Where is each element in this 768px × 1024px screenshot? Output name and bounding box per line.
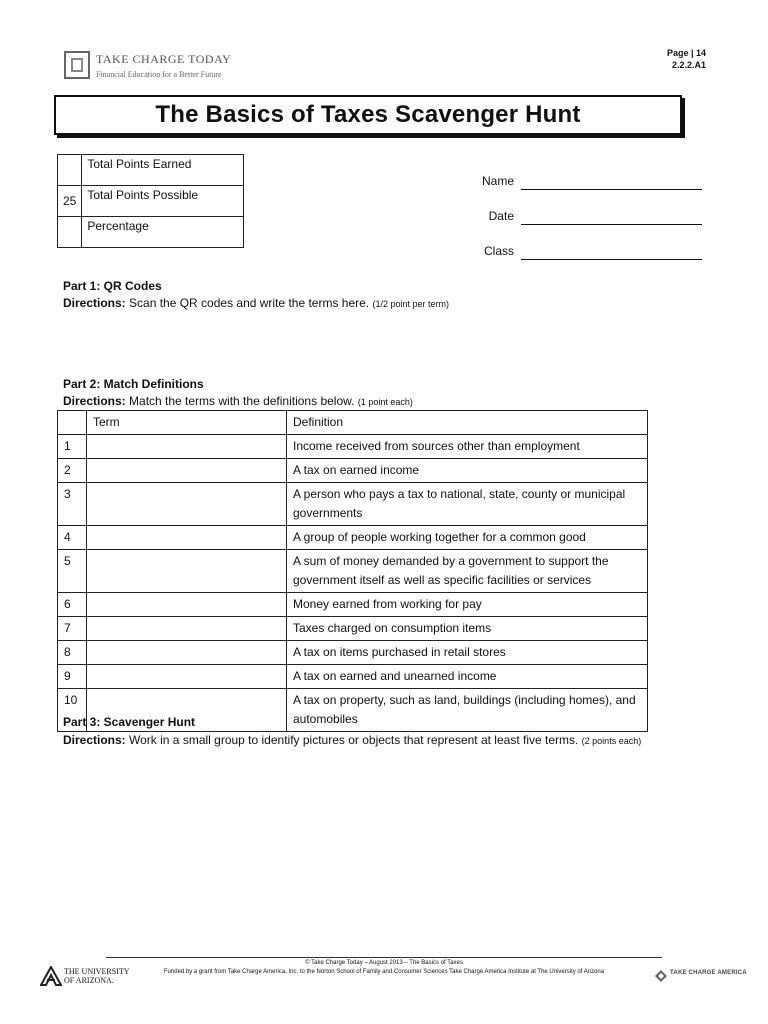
number-header — [58, 411, 87, 435]
row-number: 2 — [58, 459, 87, 483]
row-number: 7 — [58, 617, 87, 641]
term-answer-cell[interactable] — [87, 641, 287, 665]
ua-line2: OF ARIZONA. — [64, 976, 114, 985]
points-row-earned — [58, 155, 244, 186]
directions-note: (1 point each) — [357, 397, 413, 407]
class-label: Class — [483, 244, 514, 258]
part3-heading: Part 3: Scavenger Hunt — [63, 715, 196, 729]
directions-note: (2 points each) — [581, 736, 642, 746]
date-field[interactable] — [521, 224, 702, 225]
logo-tagline: Financial Education for a Better Future — [96, 70, 222, 79]
table-row — [58, 526, 648, 550]
logo-title: TAKE CHARGE TODAY — [96, 52, 232, 66]
take-charge-america-logo-icon — [654, 969, 668, 983]
definition-cell: Income received from sources other than employment — [287, 435, 648, 459]
row-number: 1 — [58, 435, 87, 459]
points-row-possible — [58, 186, 244, 217]
class-field[interactable] — [521, 259, 702, 260]
points-table — [57, 154, 244, 248]
table-row — [58, 483, 648, 526]
table-row — [58, 550, 648, 593]
row-number: 3 — [58, 483, 87, 526]
points-row-percentage — [58, 217, 244, 248]
term-header: Term — [87, 411, 287, 435]
directions-text: Scan the QR codes and write the terms here. — [125, 296, 373, 310]
table-row — [58, 665, 648, 689]
term-answer-cell[interactable] — [87, 593, 287, 617]
directions-note: (1/2 point per term) — [372, 299, 450, 309]
take-charge-america-wordmark: TAKE CHARGE AMERICA — [670, 970, 747, 976]
take-charge-today-logo-icon — [64, 51, 90, 79]
directions-text: Match the terms with the definitions below. — [125, 394, 358, 408]
row-number: 9 — [58, 665, 87, 689]
university-of-arizona-logo-icon — [40, 966, 62, 986]
footer-copyright: © Take Charge Today – August 2013 – The Basics of Taxes — [305, 960, 463, 966]
points-value[interactable] — [58, 155, 82, 186]
term-answer-cell[interactable] — [87, 459, 287, 483]
definition-cell: A sum of money demanded by a government to support the government itself as well as specific facilities or services — [287, 550, 648, 593]
points-value: 25 — [58, 186, 82, 217]
table-row — [58, 593, 648, 617]
ua-line1: THE UNIVERSITY — [64, 967, 130, 976]
table-row — [58, 435, 648, 459]
directions-label: Directions: — [63, 733, 126, 747]
definition-cell: A tax on items purchased in retail stores — [287, 641, 648, 665]
row-number: 6 — [58, 593, 87, 617]
page-title: The Basics of Taxes Scavenger Hunt — [155, 101, 581, 128]
definition-cell: A tax on property, such as land, buildings (including homes), and automobiles — [287, 689, 648, 732]
directions-label: Directions: — [63, 296, 126, 310]
definition-cell: Money earned from working for pay — [287, 593, 648, 617]
part2-heading: Part 2: Match Definitions — [63, 377, 204, 391]
date-label: Date — [488, 209, 514, 223]
page-label: Page | 14 — [666, 48, 706, 58]
points-label: Percentage — [82, 217, 244, 248]
name-field[interactable] — [521, 189, 702, 190]
doc-code: 2.2.2.A1 — [671, 60, 706, 70]
table-row — [58, 641, 648, 665]
term-answer-cell[interactable] — [87, 435, 287, 459]
term-answer-cell[interactable] — [87, 617, 287, 641]
definition-cell: A tax on earned and unearned income — [287, 665, 648, 689]
definition-cell: A person who pays a tax to national, state, county or municipal governments — [287, 483, 648, 526]
footer-divider — [106, 957, 662, 958]
row-number: 5 — [58, 550, 87, 593]
definition-cell: A tax on earned income — [287, 459, 648, 483]
points-value[interactable] — [58, 217, 82, 248]
row-number: 4 — [58, 526, 87, 550]
definition-cell: Taxes charged on consumption items — [287, 617, 648, 641]
definitions-header-row — [58, 411, 648, 435]
term-answer-cell[interactable] — [87, 526, 287, 550]
directions-label: Directions: — [63, 394, 126, 408]
page-number — [667, 47, 706, 71]
row-number: 10 — [58, 689, 87, 732]
part1-heading: Part 1: QR Codes — [63, 279, 162, 293]
footer-funding: Funded by a grant from Take Charge America, Inc. to the Norton School of Family and Consumer Sciences Take Charge America Institute at The University of Arizona — [163, 969, 605, 975]
term-answer-cell[interactable] — [87, 550, 287, 593]
title-box — [54, 95, 682, 135]
name-label: Name — [481, 174, 514, 188]
points-label: Total Points Earned — [82, 155, 244, 186]
row-number: 8 — [58, 641, 87, 665]
table-row — [58, 459, 648, 483]
table-row — [58, 617, 648, 641]
definitions-table — [57, 410, 648, 732]
part1-directions — [63, 296, 449, 310]
definition-cell: A group of people working together for a common good — [287, 526, 648, 550]
term-answer-cell[interactable] — [87, 483, 287, 526]
term-answer-cell[interactable] — [87, 665, 287, 689]
part2-directions — [63, 394, 413, 408]
directions-text: Work in a small group to identify pictures or objects that represent at least five terms. — [125, 733, 582, 747]
definition-header: Definition — [287, 411, 648, 435]
university-of-arizona-wordmark — [64, 967, 130, 985]
points-label: Total Points Possible — [82, 186, 244, 217]
part3-directions — [63, 732, 663, 750]
